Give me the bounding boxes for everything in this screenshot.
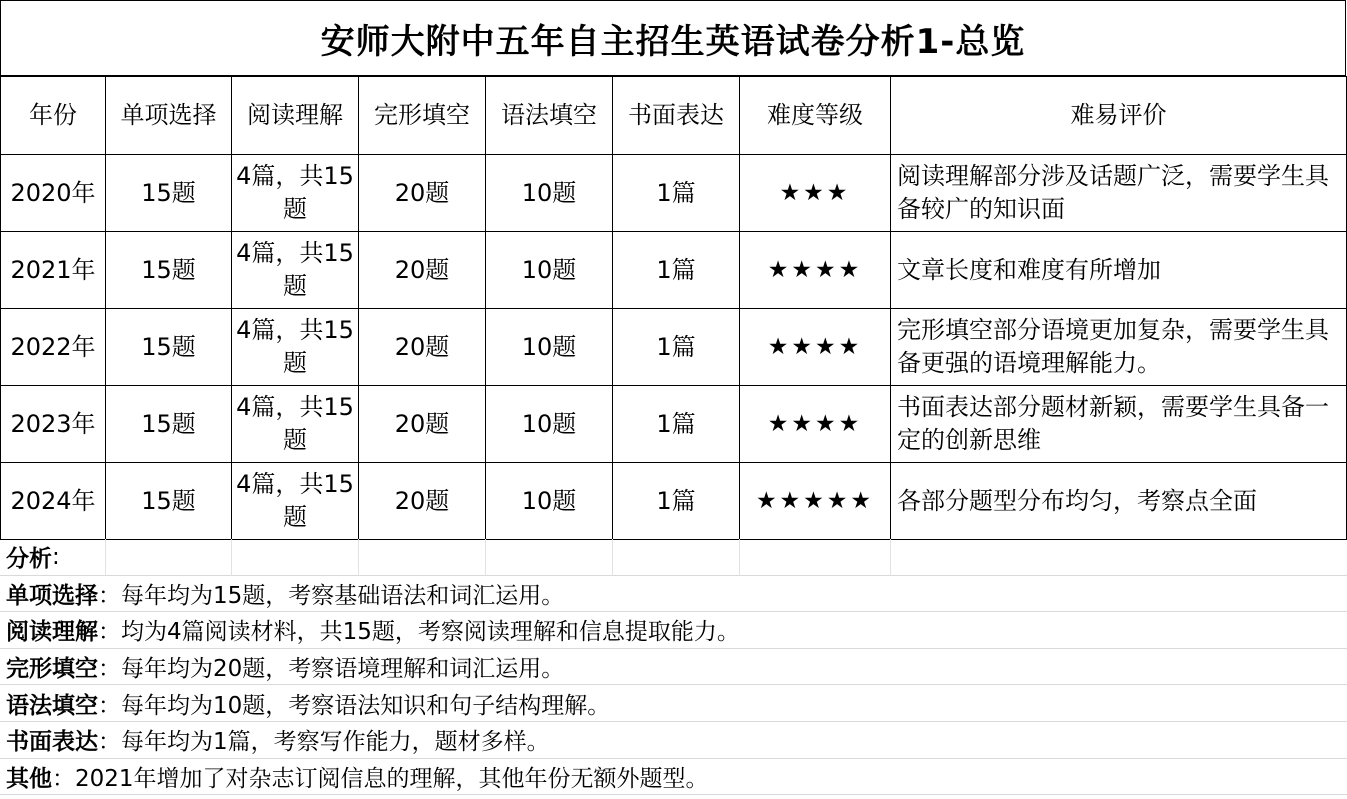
analysis-item-label: 阅读理解 xyxy=(6,619,98,646)
header-year[interactable]: 年份 xyxy=(1,77,106,155)
cell-writing[interactable]: 1篇 xyxy=(613,232,740,309)
gridline xyxy=(358,539,359,576)
analysis-item-label: 单项选择 xyxy=(6,582,98,609)
cell-reading[interactable]: 4篇，共15题 xyxy=(232,463,359,540)
table-row xyxy=(1,386,1347,463)
gridline xyxy=(105,539,106,576)
cell-single-choice[interactable]: 15题 xyxy=(106,155,232,232)
colon: : xyxy=(52,543,60,570)
header-difficulty[interactable]: 难度等级 xyxy=(740,77,891,155)
analysis-item[interactable] xyxy=(0,759,1347,796)
cell-evaluation[interactable]: 书面表达部分题材新颖，需要学生具备一定的创新思维 xyxy=(891,386,1347,463)
header-reading[interactable]: 阅读理解 xyxy=(232,77,359,155)
colon: ： xyxy=(98,619,121,646)
analysis-item[interactable] xyxy=(0,685,1347,722)
cell-reading[interactable]: 4篇，共15题 xyxy=(232,155,359,232)
gridline xyxy=(890,539,891,576)
cell-grammar-fill[interactable]: 10题 xyxy=(486,309,613,386)
analysis-heading-row[interactable] xyxy=(0,539,1347,576)
analysis-heading: 分析 xyxy=(6,546,52,573)
analysis-item-text: 每年均为15题，考察基础语法和词汇运用。 xyxy=(121,582,565,609)
cell-year[interactable]: 2020年 xyxy=(1,155,106,232)
analysis-item-label: 完形填空 xyxy=(6,656,98,683)
colon: ： xyxy=(98,729,121,756)
colon: ： xyxy=(98,656,121,683)
sheet-title[interactable]: 安师大附中五年自主招生英语试卷分析1-总览 xyxy=(0,0,1346,76)
table-row xyxy=(1,232,1347,309)
cell-reading[interactable]: 4篇，共15题 xyxy=(232,386,359,463)
header-row xyxy=(1,77,1347,155)
cell-evaluation[interactable]: 各部分题型分布均匀，考察点全面 xyxy=(891,463,1347,540)
gridline xyxy=(739,539,740,576)
cell-writing[interactable]: 1篇 xyxy=(613,155,740,232)
gridline xyxy=(231,539,232,576)
cell-year[interactable]: 2021年 xyxy=(1,232,106,309)
cell-cloze[interactable]: 20题 xyxy=(359,386,486,463)
cell-evaluation[interactable]: 阅读理解部分涉及话题广泛，需要学生具备较广的知识面 xyxy=(891,155,1347,232)
analysis-item-label: 书面表达 xyxy=(6,729,98,756)
cell-grammar-fill[interactable]: 10题 xyxy=(486,155,613,232)
cell-year[interactable]: 2024年 xyxy=(1,463,106,540)
analysis-item-text: 每年均为10题，考察语法知识和句子结构理解。 xyxy=(121,692,611,719)
cell-year[interactable]: 2022年 xyxy=(1,309,106,386)
header-writing[interactable]: 书面表达 xyxy=(613,77,740,155)
cell-difficulty-stars[interactable]: ★★★★ xyxy=(740,309,891,386)
analysis-section xyxy=(0,539,1347,795)
cell-cloze[interactable]: 20题 xyxy=(359,155,486,232)
cell-single-choice[interactable]: 15题 xyxy=(106,386,232,463)
cell-cloze[interactable]: 20题 xyxy=(359,463,486,540)
cell-evaluation[interactable]: 文章长度和难度有所增加 xyxy=(891,232,1347,309)
cell-difficulty-stars[interactable]: ★★★★★ xyxy=(740,463,891,540)
colon: ： xyxy=(98,692,121,719)
header-cloze[interactable]: 完形填空 xyxy=(359,77,486,155)
analysis-item-label: 语法填空 xyxy=(6,692,98,719)
cell-difficulty-stars[interactable]: ★★★ xyxy=(740,155,891,232)
analysis-item-text: 均为4篇阅读材料，共15题，考察阅读理解和信息提取能力。 xyxy=(121,619,740,646)
table-row xyxy=(1,155,1347,232)
cell-writing[interactable]: 1篇 xyxy=(613,463,740,540)
cell-cloze[interactable]: 20题 xyxy=(359,232,486,309)
analysis-item[interactable] xyxy=(0,722,1347,759)
cell-cloze[interactable]: 20题 xyxy=(359,309,486,386)
gridline xyxy=(612,539,613,576)
analysis-item[interactable] xyxy=(0,612,1347,649)
header-single-choice[interactable]: 单项选择 xyxy=(106,77,232,155)
cell-single-choice[interactable]: 15题 xyxy=(106,232,232,309)
header-grammar-fill[interactable]: 语法填空 xyxy=(486,77,613,155)
cell-grammar-fill[interactable]: 10题 xyxy=(486,232,613,309)
analysis-item-text: 2021年增加了对杂志订阅信息的理解，其他年份无额外题型。 xyxy=(75,765,709,792)
cell-writing[interactable]: 1篇 xyxy=(613,386,740,463)
cell-single-choice[interactable]: 15题 xyxy=(106,309,232,386)
cell-evaluation[interactable]: 完形填空部分语境更加复杂，需要学生具备更强的语境理解能力。 xyxy=(891,309,1347,386)
analysis-item-label: 其他 xyxy=(6,765,52,792)
header-evaluation[interactable]: 难易评价 xyxy=(891,77,1347,155)
cell-grammar-fill[interactable]: 10题 xyxy=(486,463,613,540)
cell-reading[interactable]: 4篇，共15题 xyxy=(232,232,359,309)
analysis-item-text: 每年均为1篇，考察写作能力，题材多样。 xyxy=(121,729,550,756)
table-row xyxy=(1,309,1347,386)
cell-single-choice[interactable]: 15题 xyxy=(106,463,232,540)
cell-difficulty-stars[interactable]: ★★★★ xyxy=(740,232,891,309)
analysis-item-text: 每年均为20题，考察语境理解和词汇运用。 xyxy=(121,656,565,683)
colon: ： xyxy=(52,765,75,792)
cell-writing[interactable]: 1篇 xyxy=(613,309,740,386)
colon: ： xyxy=(98,582,121,609)
gridline xyxy=(485,539,486,576)
analysis-item[interactable] xyxy=(0,576,1347,613)
cell-year[interactable]: 2023年 xyxy=(1,386,106,463)
cell-difficulty-stars[interactable]: ★★★★ xyxy=(740,386,891,463)
analysis-item[interactable] xyxy=(0,649,1347,686)
cell-reading[interactable]: 4篇，共15题 xyxy=(232,309,359,386)
table-row xyxy=(1,463,1347,540)
cell-grammar-fill[interactable]: 10题 xyxy=(486,386,613,463)
exam-analysis-table xyxy=(0,76,1347,540)
